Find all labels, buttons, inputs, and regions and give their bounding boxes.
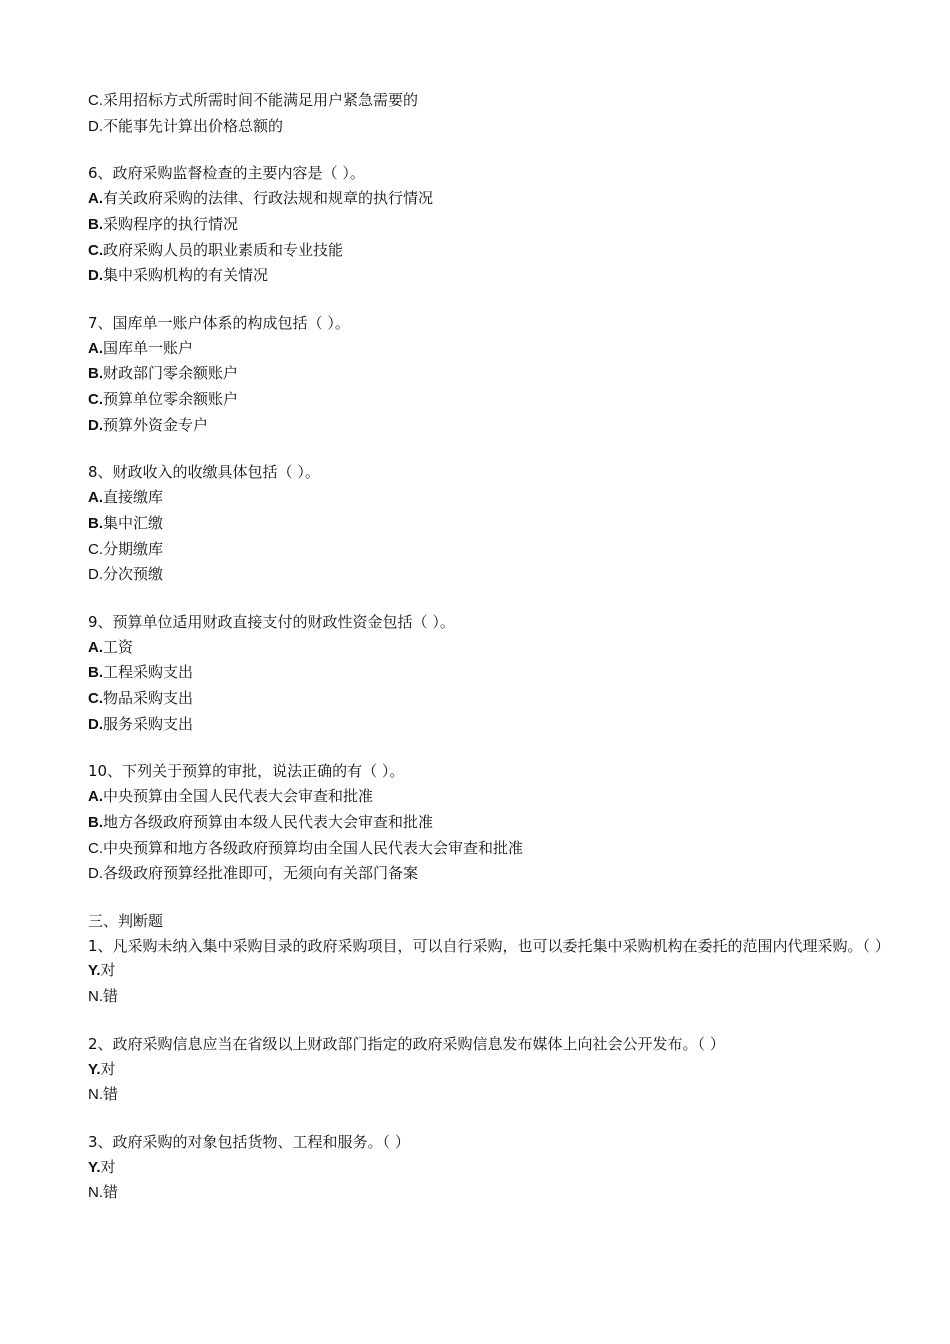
question-text: 7、国库单一账户体系的构成包括（ ）。 (88, 313, 350, 332)
question-text: 6、政府采购监督检查的主要内容是（ ）。 (88, 164, 365, 183)
question-block-q5-tail (88, 88, 890, 139)
option-d: D.分次预缴 (88, 565, 164, 584)
question-text: 8、财政收入的收缴具体包括（ ）。 (88, 463, 320, 482)
question-block-tf3 (88, 1130, 890, 1206)
option-d: D.集中采购机构的有关情况 (88, 266, 269, 285)
question-block-q6 (88, 161, 890, 289)
question-text: 9、预算单位适用财政直接支付的财政性资金包括（ ）。 (88, 612, 455, 631)
option-b: B.地方各级政府预算由本级人民代表大会审查和批准 (88, 812, 434, 831)
option-c: C.分期缴库 (88, 539, 164, 558)
question-text: 1、凡采购未纳入集中采购目录的政府采购项目，可以自行采购，也可以委托集中采购机构在委托的范围内代理采购。（ ） (88, 936, 890, 955)
option-d: D.预算外资金专户 (88, 415, 209, 434)
question-text: 2、政府采购信息应当在省级以上财政部门指定的政府采购信息发布媒体上向社会公开发布。（ ） (88, 1034, 725, 1053)
question-block-q9 (88, 610, 890, 738)
question-block-q7 (88, 311, 890, 439)
option-a: A.国库单一账户 (88, 338, 194, 357)
option-y: Y.对 (88, 1059, 116, 1078)
option-b: B.集中汇缴 (88, 513, 164, 532)
option-c: C.中央预算和地方各级政府预算均由全国人民代表大会审查和批准 (88, 838, 524, 857)
option-b: B.采购程序的执行情况 (88, 214, 239, 233)
question-block-tf1 (88, 934, 890, 1010)
option-c: C.政府采购人员的职业素质和专业技能 (88, 240, 344, 259)
option-c: C.预算单位零余额账户 (88, 390, 239, 409)
option-b: B.工程采购支出 (88, 663, 194, 682)
option-b: B.财政部门零余额账户 (88, 364, 239, 383)
question-text: 10、下列关于预算的审批，说法正确的有（ ）。 (88, 762, 405, 781)
question-block-q8 (88, 460, 890, 588)
option-n: N.错 (88, 1085, 119, 1104)
option-a: A.中央预算由全国人民代表大会审查和批准 (88, 787, 374, 806)
option-n: N.错 (88, 1183, 119, 1202)
question-block-q10 (88, 759, 890, 887)
option-d: D.服务采购支出 (88, 714, 194, 733)
question-block-tf2 (88, 1032, 890, 1108)
option-y: Y.对 (88, 961, 116, 980)
option-c: C.采用招标方式所需时间不能满足用户紧急需要的 (88, 91, 419, 109)
option-d: D.不能事先计算出价格总额的 (88, 116, 284, 135)
option-a: A.有关政府采购的法律、行政法规和规章的执行情况 (88, 189, 434, 208)
option-c: C.物品采购支出 (88, 689, 194, 708)
option-a: A.直接缴库 (88, 488, 164, 507)
question-text: 3、政府采购的对象包括货物、工程和服务。（ ） (88, 1132, 410, 1151)
option-a: A.工资 (88, 637, 134, 656)
option-d: D.各级政府预算经批准即可，无须向有关部门备案 (88, 864, 419, 883)
option-n: N.错 (88, 987, 119, 1006)
option-y: Y.对 (88, 1157, 116, 1176)
section-heading: 三、判断题 (88, 911, 164, 930)
